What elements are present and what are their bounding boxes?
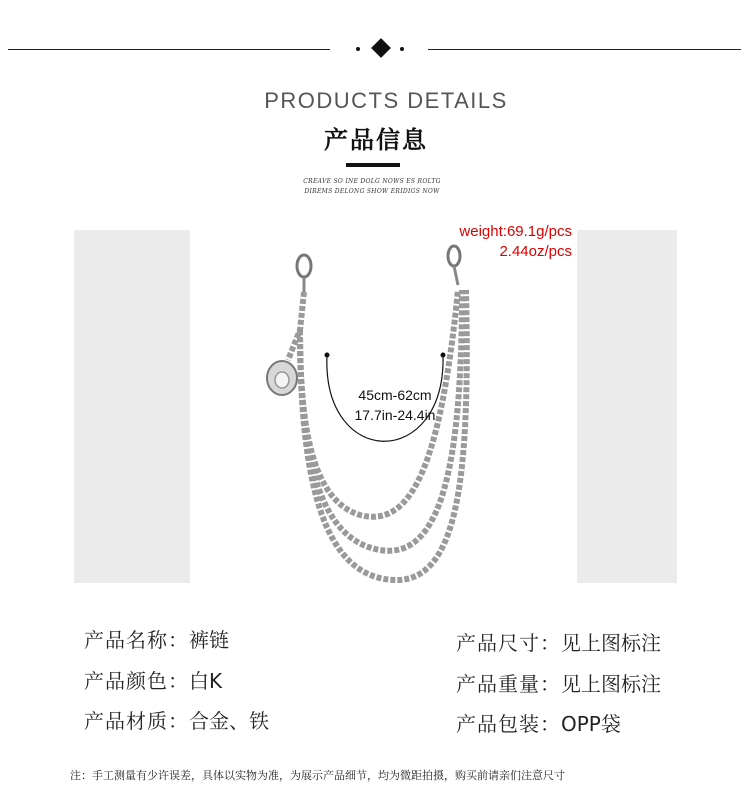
size-label xyxy=(340,385,450,425)
section-title: 产品信息 xyxy=(324,126,428,154)
weight-grams: weight:69.1g/pcs xyxy=(459,223,572,240)
left-clasp-icon xyxy=(297,255,311,292)
weight-label xyxy=(459,222,572,262)
chain-strand-3 xyxy=(300,290,467,580)
arc-end-right xyxy=(441,353,446,358)
section-eyebrow: PRODUCTS DETAILS xyxy=(264,88,508,113)
left-chain xyxy=(288,292,304,360)
tiny-decorative-text-2: DIREMS DELONG SHOW ERIDIGS NOW xyxy=(304,188,440,195)
footer-note: 注：手工测量有少许误差，具体以实物为准，为展示产品细节，均为微距拍摄，购买前请亲们注意尺寸 xyxy=(70,769,565,782)
tiny-decorative-text-1: CREAVE SO INE DOLG NOWS ES ROLTG xyxy=(303,178,441,185)
spec-size: 产品尺寸：见上图标注 xyxy=(456,631,661,655)
arc-end-left xyxy=(325,353,330,358)
pendant-charm-icon xyxy=(267,361,297,395)
spec-weight: 产品重量：见上图标注 xyxy=(456,672,661,696)
spec-color: 产品颜色：白K xyxy=(84,669,223,693)
weight-ounces: 2.44oz/pcs xyxy=(499,243,572,260)
size-cm: 45cm-62cm xyxy=(358,387,432,403)
spec-packaging: 产品包装：OPP袋 xyxy=(456,712,621,736)
size-inch: 17.7in-24.4in xyxy=(354,407,436,423)
spec-name: 产品名称：裤链 xyxy=(84,628,229,652)
right-clasp-icon xyxy=(448,246,460,285)
spec-material: 产品材质：合金、铁 xyxy=(84,709,269,733)
